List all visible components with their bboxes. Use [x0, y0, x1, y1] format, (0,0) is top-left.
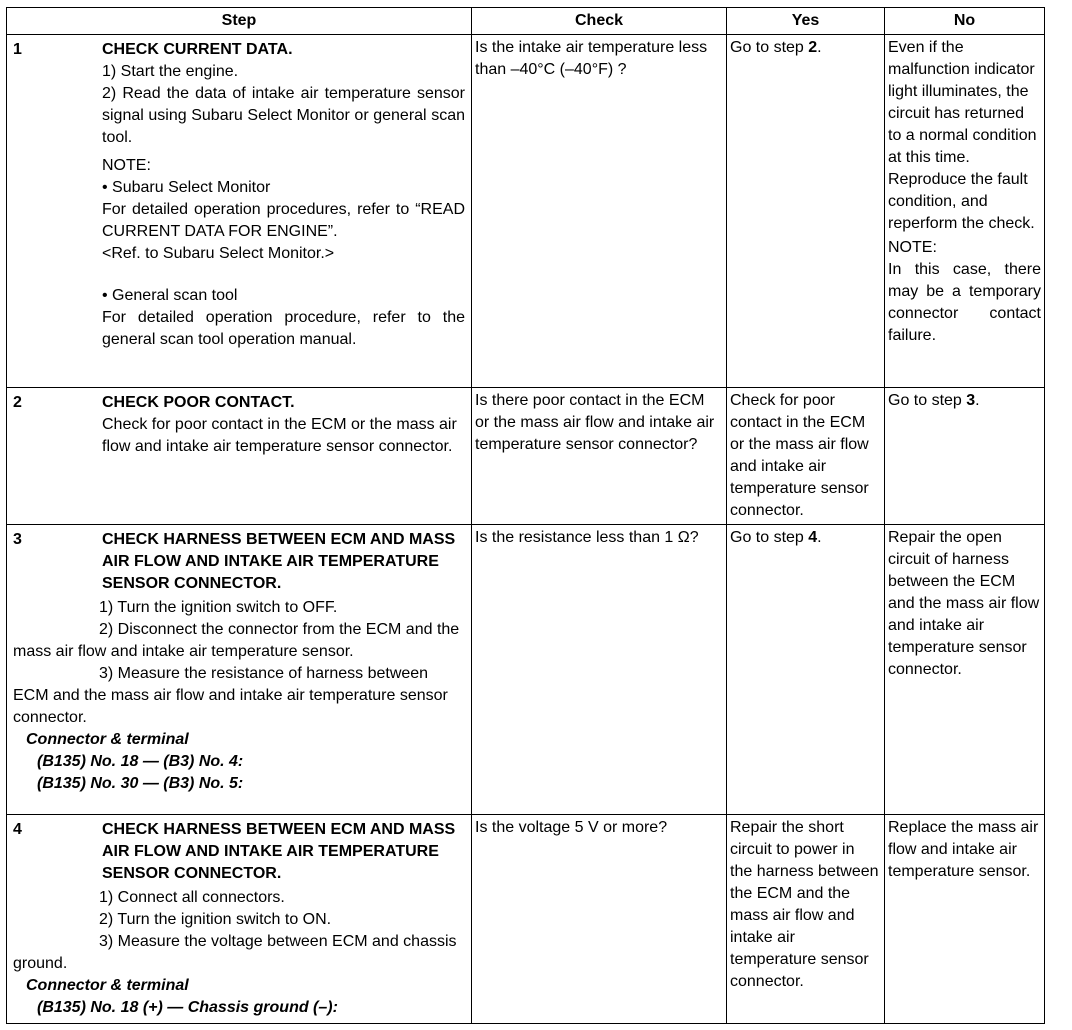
note-item: • Subaru Select Monitor — [102, 179, 271, 196]
check-cell: Is the intake air temperature less than –40°C (–40°F) ? — [472, 35, 727, 388]
header-check: Check — [472, 8, 727, 35]
header-no: No — [885, 8, 1045, 35]
step-instruction: 1) Start the engine. — [102, 63, 239, 80]
no-text: Go to step — [888, 392, 967, 409]
step-cell — [7, 388, 472, 525]
yes-cell — [727, 525, 885, 815]
connector-terminal-line: (B135) No. 30 — (B3) No. 5: — [37, 775, 244, 792]
step-number: 1 — [13, 41, 22, 58]
connector-terminal-line: (B135) No. 18 — (B3) No. 4: — [37, 753, 244, 770]
step-instruction: 3) Measure the voltage between ECM and chassis ground. — [13, 933, 457, 972]
check-cell: Is the voltage 5 V or more? — [472, 815, 727, 1024]
no-note-text: In this case, there may be a temporary connector contact failure. — [888, 261, 1041, 344]
no-cell — [885, 35, 1045, 388]
note-item: • General scan tool — [102, 287, 238, 304]
table-row — [7, 815, 1045, 1024]
table-row — [7, 35, 1045, 388]
yes-step-ref: 2 — [808, 39, 818, 56]
no-cell: Repair the open circuit of harness between the ECM and the mass air flow and intake air temperature sensor connector. — [885, 525, 1045, 815]
yes-end: . — [817, 39, 822, 56]
no-cell: Replace the mass air flow and intake air temperature sensor. — [885, 815, 1045, 1024]
yes-cell: Repair the short circuit to power in the harness between the ECM and the mass air flow and intake air temperature sensor connector. — [727, 815, 885, 1024]
no-note-label: NOTE: — [888, 239, 937, 256]
table-row — [7, 525, 1045, 815]
connector-terminal-label: Connector & terminal — [26, 977, 189, 994]
step-cell — [7, 815, 472, 1024]
check-cell: Is there poor contact in the ECM or the mass air flow and intake air temperature sensor connector? — [472, 388, 727, 525]
connector-terminal-line: (B135) No. 18 (+) — Chassis ground (–): — [37, 999, 338, 1016]
step-number: 4 — [13, 821, 22, 838]
diagnostic-table — [6, 7, 1045, 1024]
no-step-ref: 3 — [966, 392, 976, 409]
no-end: . — [975, 392, 980, 409]
step-cell — [7, 35, 472, 388]
step-title: CHECK POOR CONTACT. — [102, 394, 295, 411]
yes-text: Go to step — [730, 529, 809, 546]
step-title: CHECK HARNESS BETWEEN ECM AND MASS AIR FLOW AND INTAKE AIR TEMPERATURE SENSOR CONNECTOR. — [102, 821, 456, 882]
note-label: NOTE: — [102, 157, 151, 174]
connector-terminal-label: Connector & terminal — [26, 731, 189, 748]
step-instruction: 2) Disconnect the connector from the ECM and the mass air flow and intake air temperature sensor. — [13, 621, 460, 660]
yes-end: . — [817, 529, 822, 546]
step-number: 2 — [13, 394, 22, 411]
note-text: For detailed operation procedure, refer to the general scan tool operation manual. — [102, 309, 465, 348]
no-cell — [885, 388, 1045, 525]
step-cell — [7, 525, 472, 815]
step-title: CHECK HARNESS BETWEEN ECM AND MASS AIR FLOW AND INTAKE AIR TEMPERATURE SENSOR CONNECTOR. — [102, 531, 456, 592]
step-number: 3 — [13, 531, 22, 548]
step-instruction: 2) Read the data of intake air temperature sensor signal using Subaru Select Monitor or general scan tool. — [102, 85, 465, 146]
step-instruction: 1) Connect all connectors. — [99, 889, 285, 906]
yes-text: Go to step — [730, 39, 809, 56]
table-row — [7, 388, 1045, 525]
step-instruction: Check for poor contact in the ECM or the mass air flow and intake air temperature sensor connector. — [102, 416, 457, 455]
yes-cell — [727, 35, 885, 388]
yes-cell: Check for poor contact in the ECM or the mass air flow and intake air temperature sensor connector. — [727, 388, 885, 525]
yes-step-ref: 4 — [808, 529, 818, 546]
step-title: CHECK CURRENT DATA. — [102, 41, 293, 58]
header-yes: Yes — [727, 8, 885, 35]
header-step: Step — [7, 8, 472, 35]
step-instruction: 3) Measure the resistance of harness between ECM and the mass air flow and intake air temperature sensor connector. — [13, 665, 448, 726]
step-instruction: 2) Turn the ignition switch to ON. — [99, 911, 332, 928]
header-row — [7, 8, 1045, 35]
no-text: Even if the malfunction indicator light illuminates, the circuit has returned to a normal condition at this time. Reproduce the fault condition, and reperform the check. — [888, 39, 1037, 232]
note-reference: <Ref. to Subaru Select Monitor.> — [102, 245, 335, 262]
check-cell: Is the resistance less than 1 Ω? — [472, 525, 727, 815]
step-instruction: 1) Turn the ignition switch to OFF. — [99, 599, 338, 616]
note-text: For detailed operation procedures, refer to “READ CURRENT DATA FOR ENGINE”. — [102, 201, 465, 240]
